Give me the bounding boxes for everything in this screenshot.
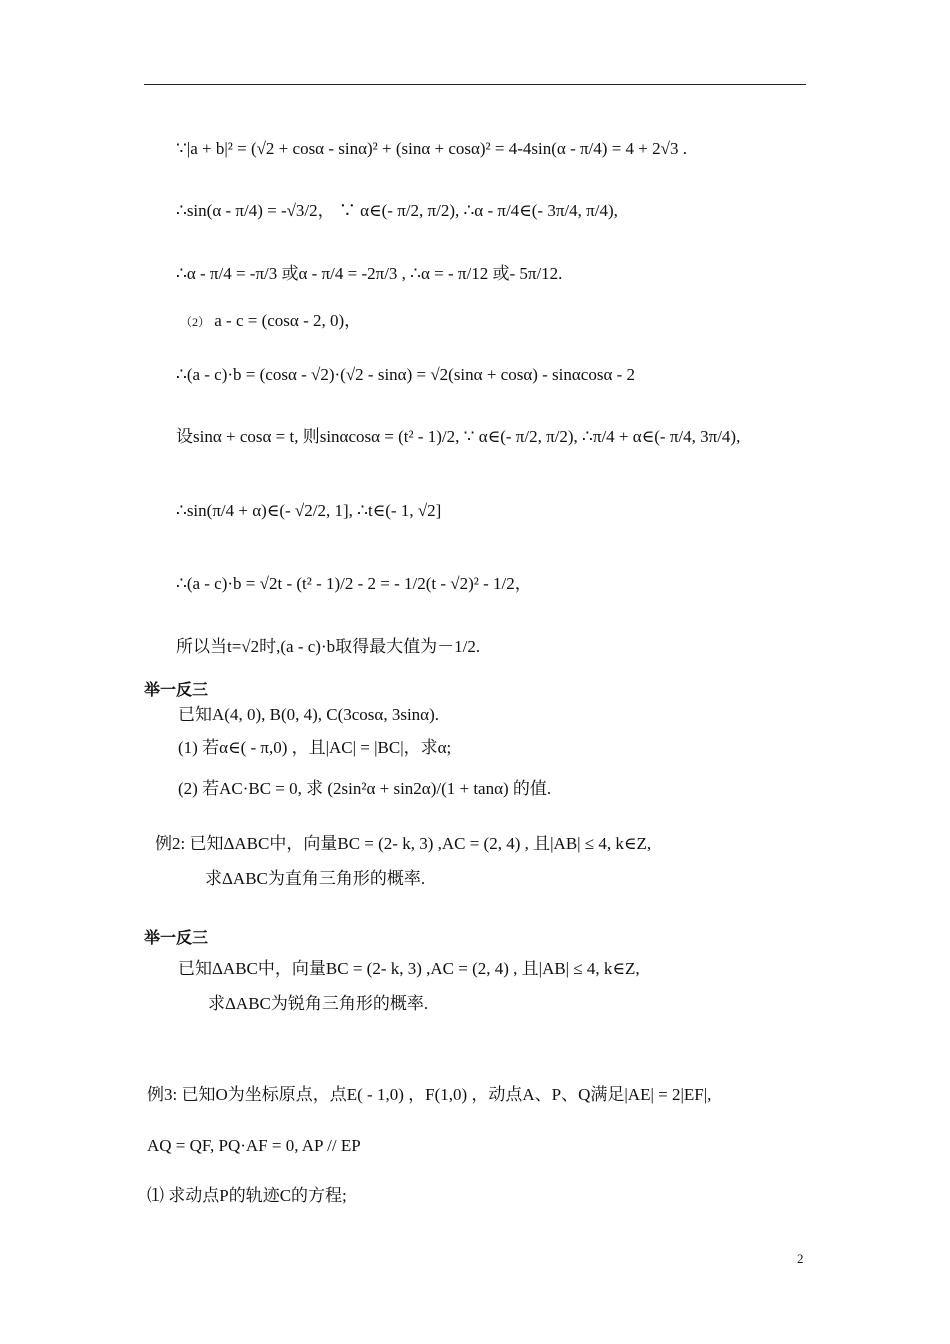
example-line: ⑴ 求动点P的轨迹C的方程; [147, 1186, 347, 1205]
exercise-line: 已知A(4, 0), B(0, 4), C(3cosα, 3sinα). [178, 705, 439, 724]
example-line: 求ΔABC为直角三角形的概率. [205, 869, 426, 888]
section-heading: 举一反三 [144, 928, 209, 947]
solution-line: ∴α - π/4 = -π/3 或α - π/4 = -2π/3 , ∴α = - π/12 或- 5π/12. [176, 264, 563, 283]
solution-line: ∵|a + b|² = (√2 + cosα - sinα)² + (sinα + cosα)² = 4-4sin(α - π/4) = 4 + 2√3 . [176, 139, 687, 158]
example-line: AQ = QF, PQ·AF = 0, AP // EP [147, 1136, 361, 1155]
header-rule [144, 84, 806, 85]
solution-line: 设sinα + cosα = t, 则sinαcosα = (t² - 1)/2, ∵ α∈(- π/2, π/2), ∴π/4 + α∈(- π/4, 3π/4), [176, 427, 741, 446]
exercise-line: (1) 若α∈( - π,0) ，且|AC| = |BC|，求α; [178, 738, 452, 757]
solution-text: a - c = (cosα - 2, 0)， [214, 311, 362, 330]
solution-line: ∴sin(α - π/4) = -√3/2， ∵ α∈(- π/2, π/2), ∴α - π/4∈(- 3π/4, π/4), [176, 201, 618, 220]
exercise-line: 已知ΔABC中，向量BC = (2- k, 3) ,AC = (2, 4) , 且|AB| ≤ 4, k∈Z, [178, 959, 640, 978]
section-heading: 举一反三 [144, 680, 209, 699]
exercise-line: 求ΔABC为锐角三角形的概率. [208, 994, 429, 1013]
solution-line [180, 312, 361, 329]
solution-line: ∴(a - c)·b = √2t - (t² - 1)/2 - 2 = - 1/2(t - √2)² - 1/2， [176, 574, 532, 593]
solution-line: 所以当t=√2时,(a - c)·b取得最大值为－1/2. [176, 637, 481, 656]
solution-line: ∴(a - c)·b = (cosα - √2)·(√2 - sinα) = √2(sinα + cosα) - sinαcosα - 2 [176, 365, 636, 384]
solution-line: ∴sin(π/4 + α)∈(- √2/2, 1], ∴t∈(- 1, √2] [176, 501, 442, 520]
example-line: 例2: 已知ΔABC中，向量BC = (2- k, 3) ,AC = (2, 4) , 且|AB| ≤ 4, k∈Z, [155, 834, 652, 853]
example-line: 例3: 已知O为坐标原点，点E( - 1,0) ，F(1,0) ，动点A、P、Q满足|AE| = 2|EF|, [147, 1085, 712, 1104]
exercise-line: (2) 若AC·BC = 0, 求 (2sin²α + sin2α)/(1 + tanα) 的值. [178, 779, 552, 798]
part-marker: （2） [180, 315, 211, 329]
page-number: 2 [797, 1251, 804, 1266]
